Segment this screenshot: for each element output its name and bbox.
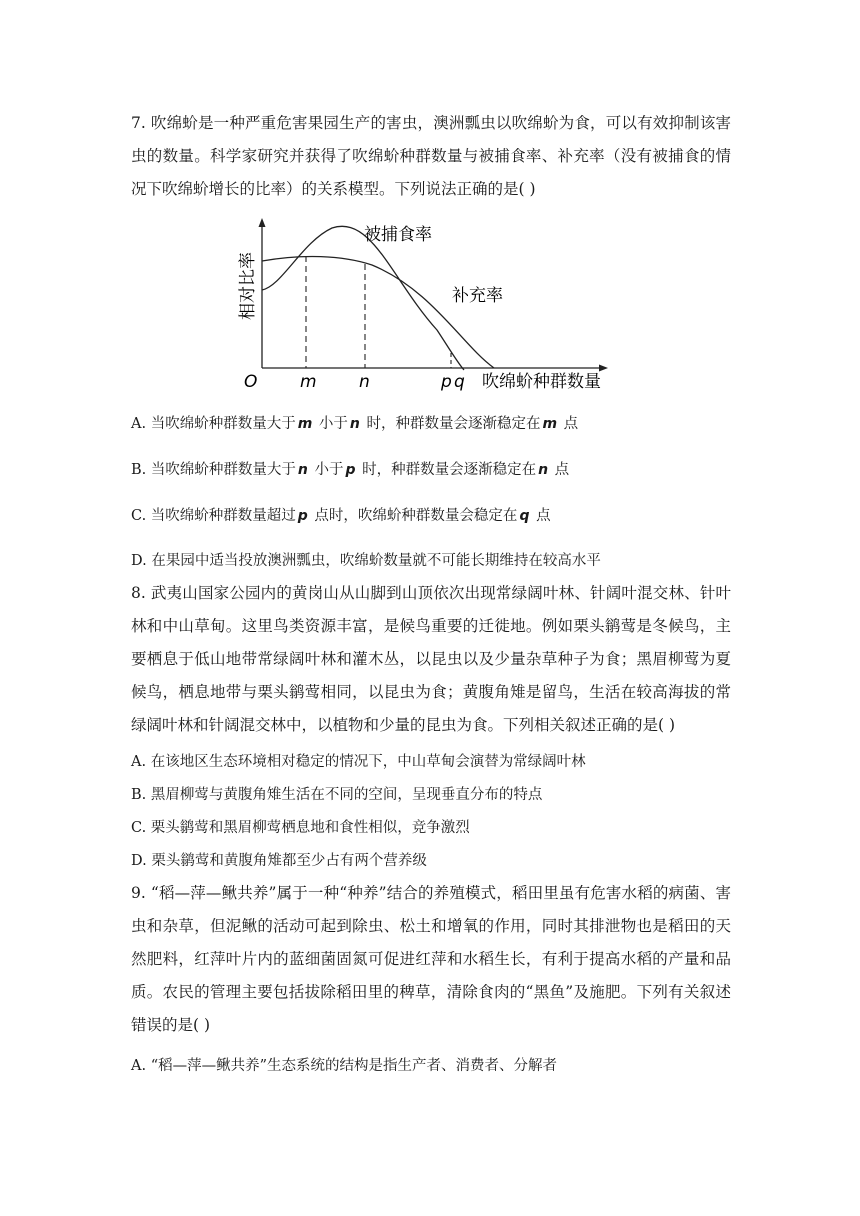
q7-option-b-var-1: n bbox=[297, 462, 308, 478]
q7-option-a-text-3: 时，种群数量会逐渐稳定在 bbox=[361, 416, 541, 432]
q9-option-a: A. “稻—萍—鳅共养”生态系统的结构是指生产者、消费者、分解者 bbox=[131, 1058, 558, 1074]
q7-option-b-text-3: 时，种群数量会逐渐稳定在 bbox=[357, 462, 537, 478]
q7-option-c-text-2: 点时，吹绵蚧种群数量会稳定在 bbox=[309, 508, 518, 524]
x-tick-n: n bbox=[359, 372, 370, 392]
q7-option-a-var-1: m bbox=[297, 416, 313, 432]
q7-stem: 7. 吹绵蚧是一种严重危害果园生产的害虫，澳洲瓢虫以吹绵蚧为食，可以有效抑制该害虫的数量。科学家研究并获得了吹绵蚧种群数量与被捕食率、补充率（没有被捕食的情况下吹绵蚧增长的比率）的关系模型。下列说法正确的是( ) bbox=[131, 114, 731, 198]
q7-option-c bbox=[131, 505, 751, 527]
q7-option-b-text-4: 点 bbox=[550, 462, 570, 478]
q7-option-c-var-1: p bbox=[297, 508, 308, 524]
q7-option-b-var-3: n bbox=[538, 462, 549, 478]
q7-option-d: D. 在果园中适当投放澳洲瓢虫，吹绵蚧数量就不可能长期维持在较高水平 bbox=[131, 553, 601, 569]
q7-option-c-text-1: C. 当吹绵蚧种群数量超过 bbox=[131, 508, 296, 524]
q7-option-b-text-2: 小于 bbox=[309, 462, 344, 478]
q7-option-a bbox=[131, 413, 751, 435]
q7-option-a-text-1: A. 当吹绵蚧种群数量大于 bbox=[131, 416, 296, 432]
predation-rate-curve bbox=[262, 226, 464, 370]
replenishment-rate-curve bbox=[262, 256, 494, 368]
q7-option-c-text-3: 点 bbox=[531, 508, 551, 524]
q7-option-a-var-3: m bbox=[542, 416, 558, 432]
y-axis-arrow bbox=[259, 218, 266, 227]
x-tick-q: q bbox=[454, 372, 465, 392]
x-axis-arrow bbox=[599, 365, 608, 372]
q8-stem: 8. 武夷山国家公园内的黄岗山从山脚到山顶依次出现常绿阔叶林、针阔叶混交林、针叶林和中山草甸。这里鸟类资源丰富，是候鸟重要的迁徙地。例如栗头鹟莺是冬候鸟，主要栖息于低山地带常绿阔叶林和灌木丛，以昆虫以及少量杂草种子为食；黑眉柳莺为夏候鸟，栖息地带与栗头鹟莺相同，以昆虫为食；黄腹角雉是留鸟，生活在较高海拔的常绿阔叶林和针阔混交林中，以植物和少量的昆虫为食。下列相关叙述正确的是( ) bbox=[131, 584, 731, 734]
q7-option-a-text-2: 小于 bbox=[314, 416, 348, 432]
q7-option-b-text-1: B. 当吹绵蚧种群数量大于 bbox=[131, 462, 296, 478]
x-axis-label: 吹绵蚧种群数量 bbox=[482, 372, 601, 392]
predation-rate-label: 被捕食率 bbox=[364, 225, 432, 245]
q8-option-d: D. 栗头鹟莺和黄腹角雉都至少占有两个营养级 bbox=[131, 853, 427, 869]
x-tick-m: m bbox=[300, 372, 317, 392]
replenishment-rate-label: 补充率 bbox=[452, 286, 503, 306]
q7-option-a-text-4: 点 bbox=[559, 416, 579, 432]
x-tick-p: p bbox=[441, 372, 452, 392]
q9-stem: 9. “稻—萍—鳅共养”属于一种“种养”结合的养殖模式，稻田里虽有危害水稻的病菌、害虫和杂草，但泥鳅的活动可起到除虫、松土和增氧的作用，同时其排泄物也是稻田的天然肥料，红萍叶片内的蓝细菌固氮可促进红萍和水稻生长，有利于提高水稻的产量和品质。农民的管理主要包括拔除稻田里的稗草，清除食肉的“黑鱼”及施肥。下列有关叙述错误的是( ) bbox=[131, 884, 731, 1034]
q7-option-c-var-2: q bbox=[519, 508, 530, 524]
q7-figure bbox=[232, 210, 632, 400]
q7-option-a-var-2: n bbox=[349, 416, 360, 432]
origin-label: O bbox=[244, 372, 258, 392]
q7-option-b bbox=[131, 459, 751, 481]
y-axis-label: 相对比率 bbox=[238, 252, 258, 320]
q8-option-c: C. 栗头鹟莺和黑眉柳莺栖息地和食性相似，竞争激烈 bbox=[131, 820, 470, 836]
q8-option-a: A. 在该地区生态环境相对稳定的情况下，中山草甸会演替为常绿阔叶林 bbox=[131, 754, 586, 770]
q7-option-b-var-2: p bbox=[345, 462, 356, 478]
q8-option-b: B. 黑眉柳莺与黄腹角雉生活在不同的空间，呈现垂直分布的特点 bbox=[131, 787, 543, 803]
